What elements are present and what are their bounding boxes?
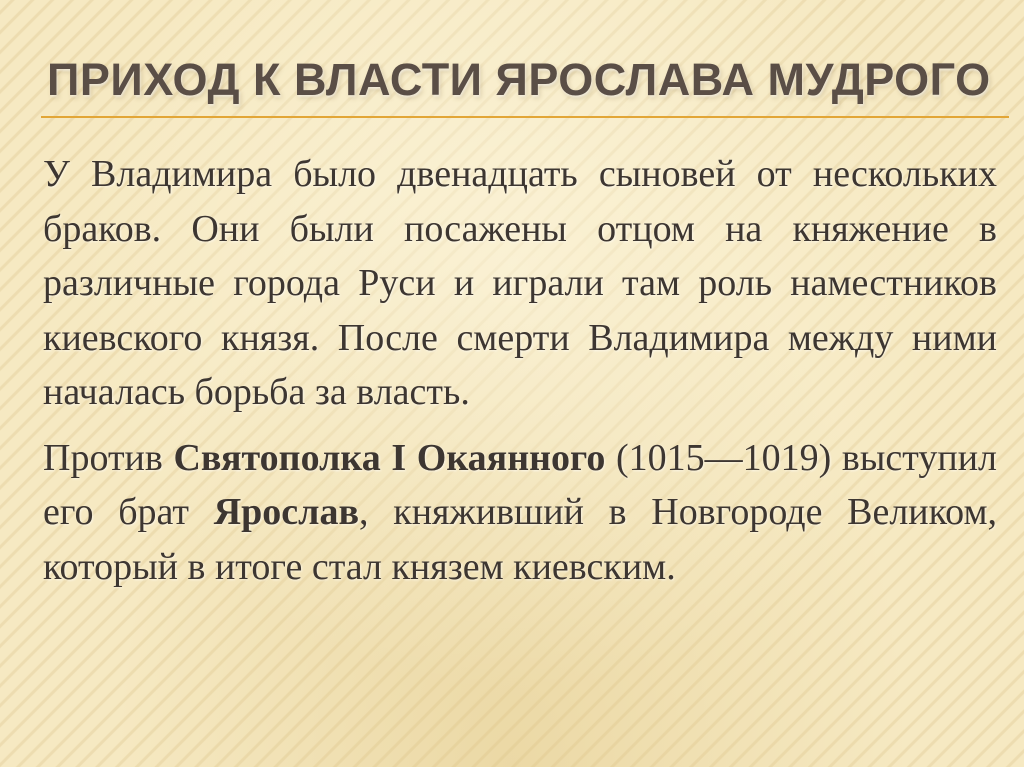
title-underline bbox=[41, 116, 1009, 118]
svyatopolk-name: Святополка I Окаянного bbox=[173, 436, 606, 479]
paragraph-2 bbox=[43, 431, 997, 595]
slide-title: ПРИХОД К ВЛАСТИ ЯРОСЛАВА МУДРОГО bbox=[47, 54, 991, 105]
paragraph-2-text-2: (1015—1019) выступил его брат bbox=[43, 436, 998, 533]
slide-body bbox=[43, 147, 997, 594]
paragraph-1: У Владимира было двенадцать сыновей от нескольких браков. Они были посажены отцом на княжение в различные города Руси и играли там роль наместников киевского князя. После смерти Владимира между ними началась борьба за власть. bbox=[43, 153, 997, 413]
paragraph-2-text-1: Против bbox=[43, 436, 174, 479]
yaroslav-name: Ярослав bbox=[213, 491, 360, 533]
paragraph-2-text-3: , княживший в Новгороде Великом, который в итоге стал князем киевским. bbox=[43, 491, 997, 588]
